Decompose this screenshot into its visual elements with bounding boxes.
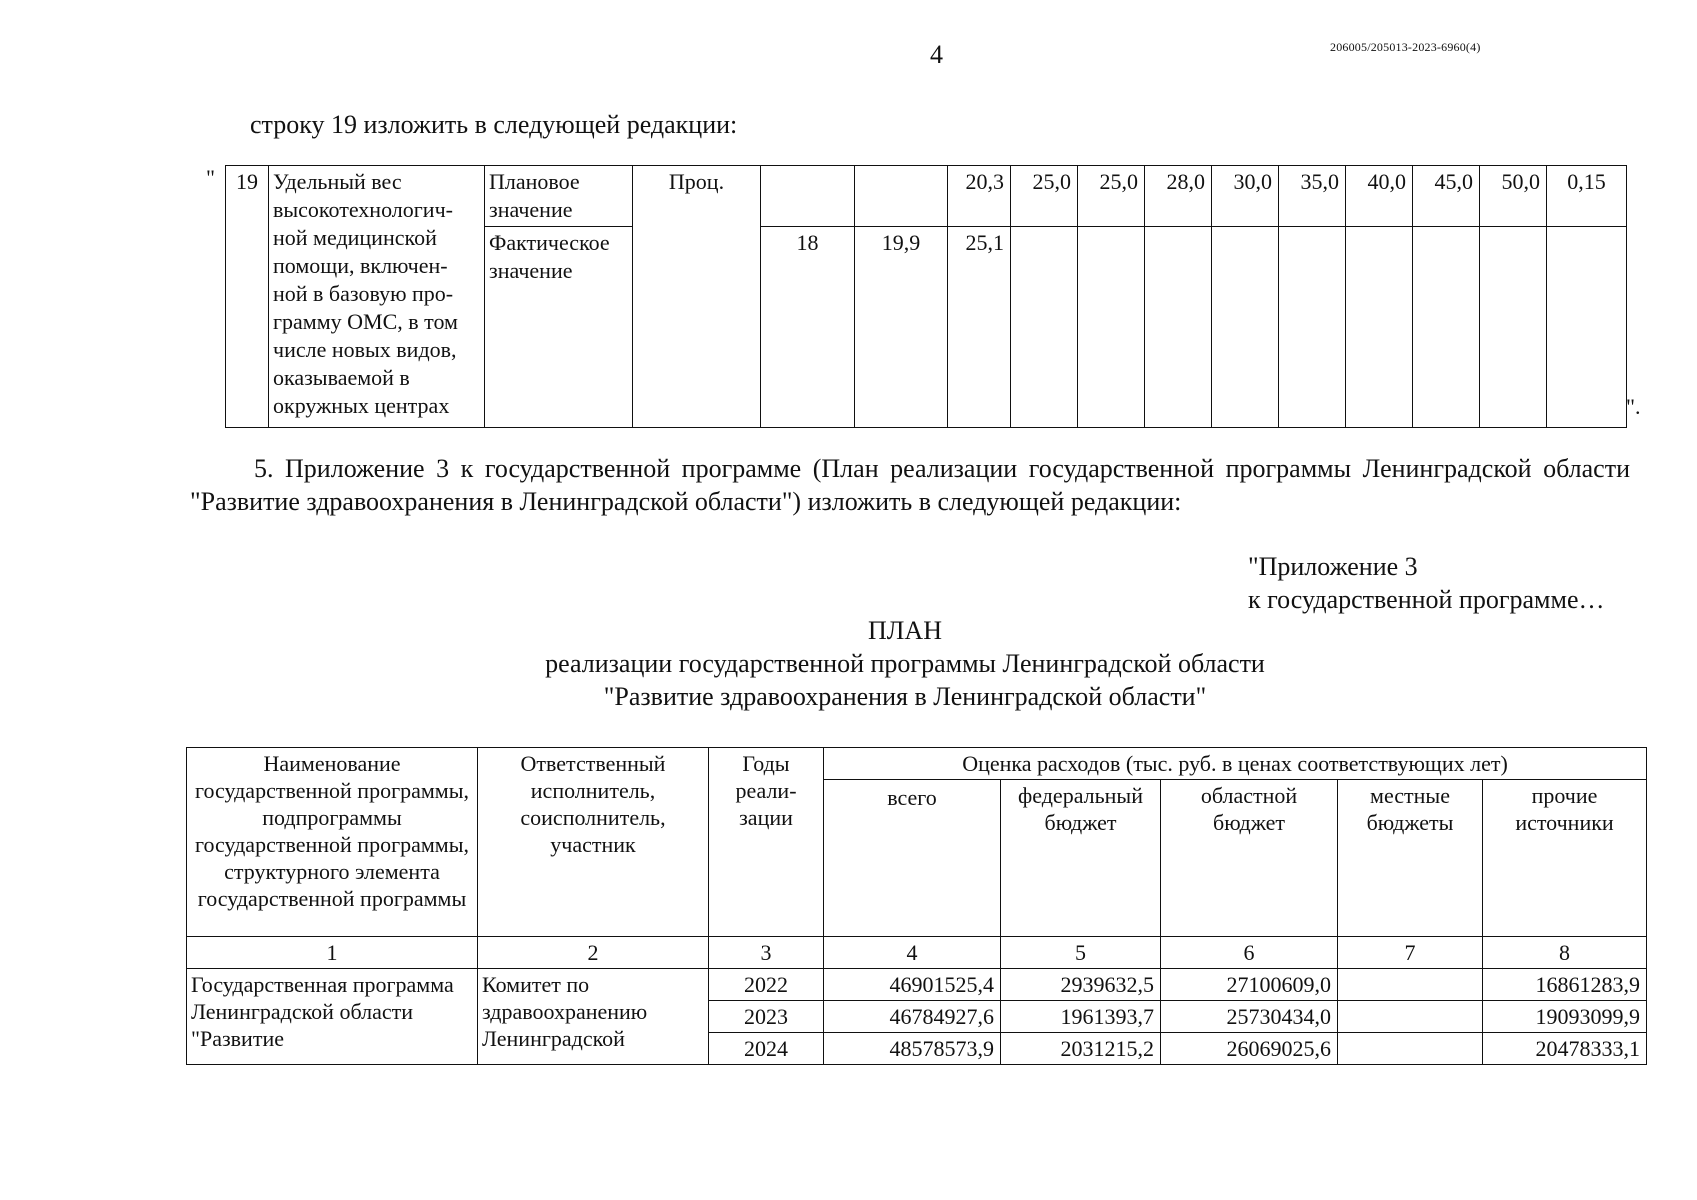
column-number: 7 — [1338, 937, 1483, 969]
actual-value: 19,9 — [855, 227, 948, 428]
column-number: 6 — [1161, 937, 1338, 969]
regional-cell: 26069025,6 — [1161, 1033, 1338, 1065]
actual-label: Фактическое значение — [485, 227, 633, 428]
local-cell — [1338, 1033, 1483, 1065]
actual-value — [1279, 227, 1346, 428]
program-name: Государственная программа Ленинградской области "Развитие — [187, 969, 478, 1065]
column-number: 8 — [1483, 937, 1647, 969]
indicator-name-line: Удельный вес — [273, 169, 402, 194]
intro-line: строку 19 изложить в следующей редакции: — [250, 110, 738, 139]
federal-cell: 2031215,2 — [1001, 1033, 1161, 1065]
indicator-name-line: ной медицинской — [273, 225, 437, 250]
table-row — [187, 969, 1647, 1001]
plan-table — [186, 747, 1647, 1065]
header-federal: федеральный бюджет — [1001, 780, 1161, 937]
header-name: Наименование государственной программы, подпрограммы государственной программы, структурного элемента государственной программы — [187, 748, 478, 937]
indicator-name — [269, 166, 485, 428]
document-code: 206005/205013-2023-6960(4) — [1330, 40, 1481, 54]
planned-value: 35,0 — [1279, 166, 1346, 227]
planned-value: 20,3 — [948, 166, 1011, 227]
actual-value — [1480, 227, 1547, 428]
unit-cell: Проц. — [633, 166, 761, 428]
indicator-name-line: помощи, включен- — [273, 253, 448, 278]
planned-value — [855, 166, 948, 227]
appendix-note-line: "Приложение 3 — [1248, 552, 1418, 581]
planned-value: 28,0 — [1145, 166, 1212, 227]
planned-value: 0,15 — [1547, 166, 1627, 227]
column-number: 4 — [824, 937, 1001, 969]
federal-cell: 2939632,5 — [1001, 969, 1161, 1001]
appendix-note — [1248, 550, 1605, 616]
indicator-number: 19 — [226, 166, 269, 428]
header-local: местные бюджеты — [1338, 780, 1483, 937]
other-cell: 16861283,9 — [1483, 969, 1647, 1001]
planned-value: 30,0 — [1212, 166, 1279, 227]
total-cell: 48578573,9 — [824, 1033, 1001, 1065]
actual-value — [1413, 227, 1480, 428]
indicator-name-line: высокотехнологич- — [273, 197, 453, 222]
year-cell: 2024 — [709, 1033, 824, 1065]
federal-cell: 1961393,7 — [1001, 1001, 1161, 1033]
other-cell: 19093099,9 — [1483, 1001, 1647, 1033]
column-numbers-row — [187, 937, 1647, 969]
total-cell: 46901525,4 — [824, 969, 1001, 1001]
appendix-note-line: к государственной программе… — [1248, 585, 1605, 614]
actual-value — [1145, 227, 1212, 428]
actual-value — [1011, 227, 1078, 428]
header-costs: Оценка расходов (тыс. руб. в ценах соответствующих лет) — [824, 748, 1647, 780]
responsible-executor: Комитет по здравоохранению Ленинградской — [478, 969, 709, 1065]
header-regional: областной бюджет — [1161, 780, 1338, 937]
paragraph-5: 5. Приложение 3 к государственной программе (План реализации государственной программы Ленинградской области "Развитие здравоохранения в Ленинградской области") изложить в следующей редакции: — [190, 454, 1630, 516]
plan-title-heading: ПЛАН — [868, 616, 942, 645]
header-other: прочие источники — [1483, 780, 1647, 937]
planned-value: 45,0 — [1413, 166, 1480, 227]
regional-cell: 25730434,0 — [1161, 1001, 1338, 1033]
planned-label: Плановое значение — [485, 166, 633, 227]
header-total: всего — [824, 780, 1001, 937]
local-cell — [1338, 969, 1483, 1001]
actual-value — [1346, 227, 1413, 428]
column-number: 3 — [709, 937, 824, 969]
column-number: 5 — [1001, 937, 1161, 969]
regional-cell: 27100609,0 — [1161, 969, 1338, 1001]
planned-value: 25,0 — [1078, 166, 1145, 227]
header-row — [187, 748, 1647, 780]
planned-row — [226, 166, 1627, 227]
plan-title-line: реализации государственной программы Ленинградской области — [545, 649, 1265, 678]
column-number: 1 — [187, 937, 478, 969]
plan-title — [0, 614, 1697, 713]
year-cell: 2023 — [709, 1001, 824, 1033]
indicator-name-line: оказываемой в — [273, 365, 410, 390]
actual-value: 25,1 — [948, 227, 1011, 428]
planned-value: 25,0 — [1011, 166, 1078, 227]
actual-value: 18 — [761, 227, 855, 428]
page-number: 4 — [930, 40, 943, 69]
actual-value — [1212, 227, 1279, 428]
indicator-name-line: числе новых видов, — [273, 337, 457, 362]
local-cell — [1338, 1001, 1483, 1033]
table1-close-quote: ". — [1626, 394, 1641, 419]
header-responsible: Ответственный исполнитель, соисполнитель, участник — [478, 748, 709, 937]
planned-value: 40,0 — [1346, 166, 1413, 227]
actual-value — [1547, 227, 1627, 428]
plan-title-line: "Развитие здравоохранения в Ленинградской области" — [603, 682, 1207, 711]
year-cell: 2022 — [709, 969, 824, 1001]
planned-value: 50,0 — [1480, 166, 1547, 227]
column-number: 2 — [478, 937, 709, 969]
header-years: Годы реали-зации — [709, 748, 824, 937]
indicator-name-line: ной в базовую про- — [273, 281, 454, 306]
other-cell: 20478333,1 — [1483, 1033, 1647, 1065]
indicator-name-line: грамму ОМС, в том — [273, 309, 458, 334]
indicator-name-line: окружных центрах — [273, 393, 450, 418]
total-cell: 46784927,6 — [824, 1001, 1001, 1033]
actual-value — [1078, 227, 1145, 428]
table1-open-quote: " — [206, 165, 215, 190]
indicator-table — [225, 165, 1627, 428]
planned-value — [761, 166, 855, 227]
